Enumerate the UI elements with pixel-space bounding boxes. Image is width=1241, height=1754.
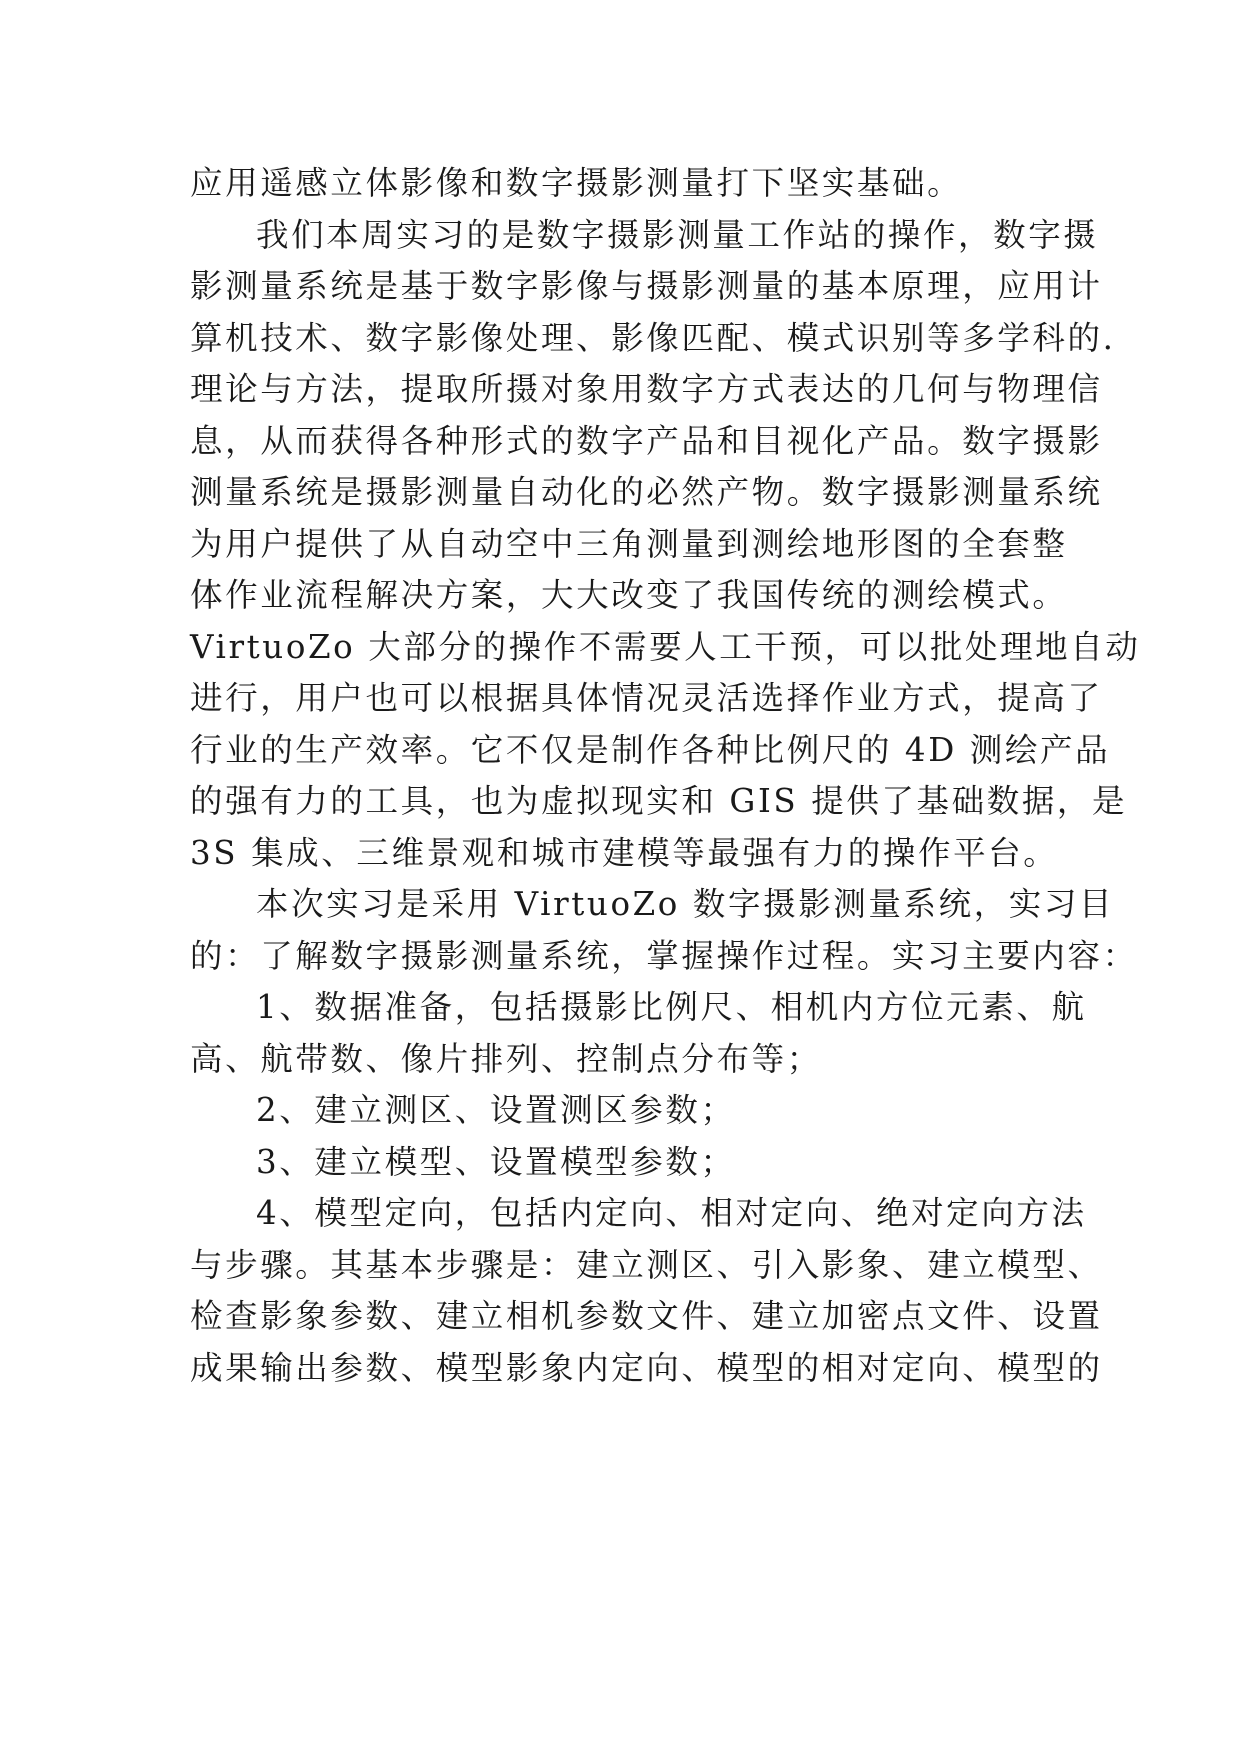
text-line: 息，从而获得各种形式的数字产品和目视化产品。数字摄影 bbox=[190, 421, 1103, 460]
text-line: 理论与方法，提取所摄对象用数字方式表达的几何与物理信 bbox=[190, 370, 1103, 408]
text-line: 与步骤。其基本步骤是：建立测区、引入影象、建立模型、 bbox=[190, 1245, 1103, 1284]
text-line: 行业的生产效率。它不仅是制作各种比例尺的 4D 测绘产品 bbox=[190, 730, 1111, 769]
text-line: 3、建立模型、设置模型参数； bbox=[256, 1142, 736, 1181]
text-line: 检查影象参数、建立相机参数文件、建立加密点文件、设置 bbox=[190, 1297, 1103, 1335]
text-line: 3S 集成、三维景观和城市建模等最强有力的操作平台。 bbox=[190, 833, 1059, 872]
text-line: 体作业流程解决方案，大大改变了我国传统的测绘模式。 bbox=[190, 576, 1068, 614]
text-line: 进行，用户也可以根据具体情况灵活选择作业方式，提高了 bbox=[190, 679, 1103, 717]
text-line: 的强有力的工具，也为虚拟现实和 GIS 提供了基础数据，是 bbox=[190, 782, 1128, 820]
text-line: 2、建立测区、设置测区参数； bbox=[256, 1091, 736, 1129]
text-line: 的：了解数字摄影测量系统，掌握操作过程。实习主要内容： bbox=[190, 936, 1138, 975]
text-line: VirtuoZo 大部分的操作不需要人工干预，可以批处理地自动 bbox=[190, 627, 1141, 666]
text-line: 影测量系统是基于数字影像与摄影测量的基本原理，应用计 bbox=[190, 267, 1103, 305]
text-line: 我们本周实习的是数字摄影测量工作站的操作，数字摄 bbox=[256, 215, 1099, 254]
text-line: 算机技术、数字影像处理、影像匹配、模式识别等多学科的. bbox=[190, 318, 1116, 357]
text-line: 1、数据准备，包括摄影比例尺、相机内方位元素、航 bbox=[256, 988, 1087, 1026]
text-line: 为用户提供了从自动空中三角测量到测绘地形图的全套整 bbox=[190, 524, 1068, 563]
text-line: 应用遥感立体影像和数字摄影测量打下坚实基础。 bbox=[190, 164, 963, 202]
text-line: 4、模型定向，包括内定向、相对定向、绝对定向方法 bbox=[256, 1194, 1087, 1232]
body-text bbox=[190, 158, 1141, 1394]
text-line: 成果输出参数、模型影象内定向、模型的相对定向、模型的 bbox=[190, 1348, 1103, 1387]
text-line: 高、航带数、像片排列、控制点分布等； bbox=[190, 1039, 822, 1078]
text-line: 测量系统是摄影测量自动化的必然产物。数字摄影测量系统 bbox=[190, 473, 1103, 511]
text-line: 本次实习是采用 VirtuoZo 数字摄影测量系统，实习目 bbox=[256, 885, 1115, 923]
